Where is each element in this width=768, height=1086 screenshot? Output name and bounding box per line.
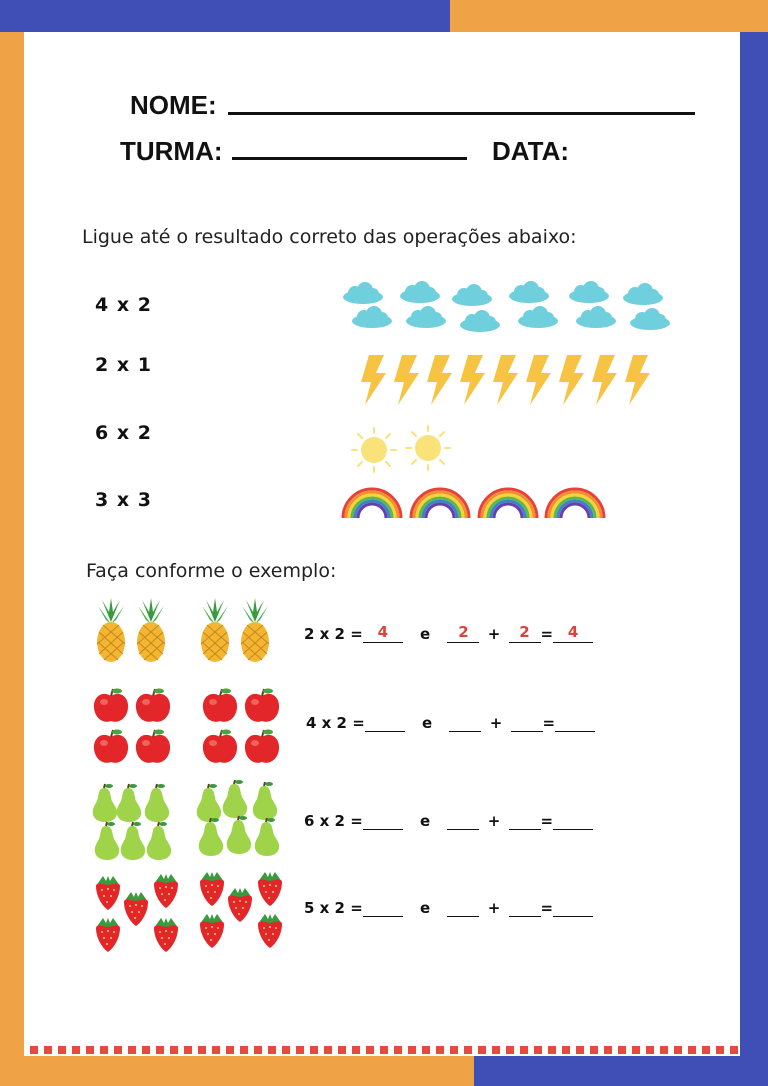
equation-row-3 <box>304 811 593 830</box>
plus-sign: + <box>489 714 503 732</box>
pineapple-group <box>92 598 277 664</box>
addend-b-blank[interactable]: 2 <box>509 624 541 643</box>
expression: 5 x 2 = <box>304 899 363 917</box>
sum-blank[interactable] <box>553 811 593 830</box>
expression: 4 x 2 = <box>306 714 365 732</box>
name-line[interactable] <box>228 112 695 115</box>
apple-icon <box>136 689 170 722</box>
cloud-icon <box>630 308 670 330</box>
operation-4: 3 x 3 <box>95 489 152 511</box>
equals-sign: = <box>540 812 554 830</box>
equals-sign: = <box>540 625 554 643</box>
apple-icon <box>203 689 237 722</box>
strawberry-icon <box>258 872 282 906</box>
pear-icon <box>255 818 279 856</box>
cloud-icon <box>569 281 609 303</box>
addend-b-blank[interactable] <box>509 898 541 917</box>
operation-1: 4 x 2 <box>95 294 152 316</box>
suns-group[interactable] <box>350 424 460 476</box>
expression: 2 x 2 = <box>304 625 363 643</box>
lightning-icon <box>559 355 584 405</box>
lightning-icon <box>592 355 617 405</box>
sum-blank[interactable] <box>553 898 593 917</box>
apple-icon <box>245 689 279 722</box>
frame-bottom-blue <box>474 1056 768 1086</box>
rainbows-group[interactable] <box>340 486 612 518</box>
strawberry-icon <box>96 876 120 910</box>
strawberry-icon <box>258 914 282 948</box>
rainbow-icon <box>546 489 604 518</box>
addend-a-blank[interactable] <box>447 811 479 830</box>
pear-icon <box>223 780 247 818</box>
example-instruction: Faça conforme o exemplo: <box>86 560 337 582</box>
frame-left-orange <box>0 32 24 1086</box>
frame-bottom-orange <box>0 1056 474 1086</box>
pineapple-icon <box>97 598 125 662</box>
apple-icon <box>245 730 279 763</box>
product-blank[interactable] <box>363 811 403 830</box>
pear-icon <box>199 818 223 856</box>
apple-icon <box>94 730 128 763</box>
product-blank[interactable] <box>365 713 405 732</box>
rainbow-icon <box>343 489 401 518</box>
cloud-icon <box>400 281 440 303</box>
addend-a-blank[interactable] <box>449 713 481 732</box>
lightning-icon <box>427 355 452 405</box>
lightning-icon <box>625 355 650 405</box>
pear-icon <box>95 822 119 860</box>
strawberry-icon <box>154 918 178 952</box>
strawberry-icon <box>154 874 178 908</box>
product-blank[interactable] <box>363 898 403 917</box>
name-label: NOME: <box>130 90 217 120</box>
pear-icon <box>117 784 141 822</box>
cloud-icon <box>460 310 500 332</box>
cloud-icon <box>352 306 392 328</box>
pear-icon <box>147 822 171 860</box>
pear-icon <box>121 822 145 860</box>
sun-icon <box>406 426 450 470</box>
lightning-icon <box>394 355 419 405</box>
cloud-icon <box>406 306 446 328</box>
strawberry-group <box>90 868 290 954</box>
strawberry-icon <box>124 892 148 926</box>
lightning-icon <box>460 355 485 405</box>
frame-top-orange <box>450 0 768 32</box>
strawberry-icon <box>200 872 224 906</box>
lightning-group[interactable] <box>354 355 654 407</box>
pear-icon <box>227 816 251 854</box>
operation-3: 6 x 2 <box>95 422 152 444</box>
product-blank[interactable]: 4 <box>363 624 403 643</box>
pear-icon <box>197 784 221 822</box>
addend-b-blank[interactable] <box>509 811 541 830</box>
pear-icon <box>253 782 277 820</box>
pineapple-icon <box>241 598 269 662</box>
cloud-icon <box>452 284 492 306</box>
conjunction: e <box>420 899 431 917</box>
equation-row-4 <box>304 898 593 917</box>
equation-row-1 <box>304 624 593 643</box>
dashed-border-strip <box>30 1046 738 1054</box>
match-instruction: Ligue até o resultado correto das operações abaixo: <box>82 226 577 248</box>
addend-a-blank[interactable] <box>447 898 479 917</box>
pear-icon <box>93 784 117 822</box>
apple-group <box>90 686 285 768</box>
cloud-icon <box>518 306 558 328</box>
rainbow-icon <box>411 489 469 518</box>
plus-sign: + <box>487 812 501 830</box>
equals-sign: = <box>540 899 554 917</box>
equals-sign: = <box>542 714 556 732</box>
plus-sign: + <box>487 899 501 917</box>
lightning-icon <box>361 355 386 405</box>
class-label: TURMA: <box>120 136 223 166</box>
rainbow-icon <box>479 489 537 518</box>
conjunction: e <box>420 625 431 643</box>
strawberry-icon <box>96 918 120 952</box>
lightning-icon <box>493 355 518 405</box>
apple-icon <box>203 730 237 763</box>
date-label: DATA: <box>492 136 570 166</box>
conjunction: e <box>420 812 431 830</box>
sum-blank[interactable] <box>555 713 595 732</box>
strawberry-icon <box>228 888 252 922</box>
clouds-group[interactable] <box>336 280 676 340</box>
apple-icon <box>136 730 170 763</box>
operation-2: 2 x 1 <box>95 354 152 376</box>
plus-sign: + <box>487 625 501 643</box>
apple-icon <box>94 689 128 722</box>
addend-a-blank[interactable]: 2 <box>447 624 479 643</box>
lightning-icon <box>526 355 551 405</box>
equation-row-2 <box>306 713 595 732</box>
pineapple-icon <box>137 598 165 662</box>
class-line[interactable] <box>232 157 467 160</box>
conjunction: e <box>422 714 433 732</box>
cloud-icon <box>343 282 383 304</box>
cloud-icon <box>576 306 616 328</box>
sun-icon <box>352 428 396 472</box>
frame-right-blue <box>740 32 768 1086</box>
cloud-icon <box>623 283 663 305</box>
expression: 6 x 2 = <box>304 812 363 830</box>
strawberry-icon <box>200 914 224 948</box>
pear-group <box>88 780 283 862</box>
cloud-icon <box>509 281 549 303</box>
sum-blank[interactable]: 4 <box>553 624 593 643</box>
pear-icon <box>145 784 169 822</box>
addend-b-blank[interactable] <box>511 713 543 732</box>
pineapple-icon <box>201 598 229 662</box>
frame-top-blue <box>0 0 450 32</box>
